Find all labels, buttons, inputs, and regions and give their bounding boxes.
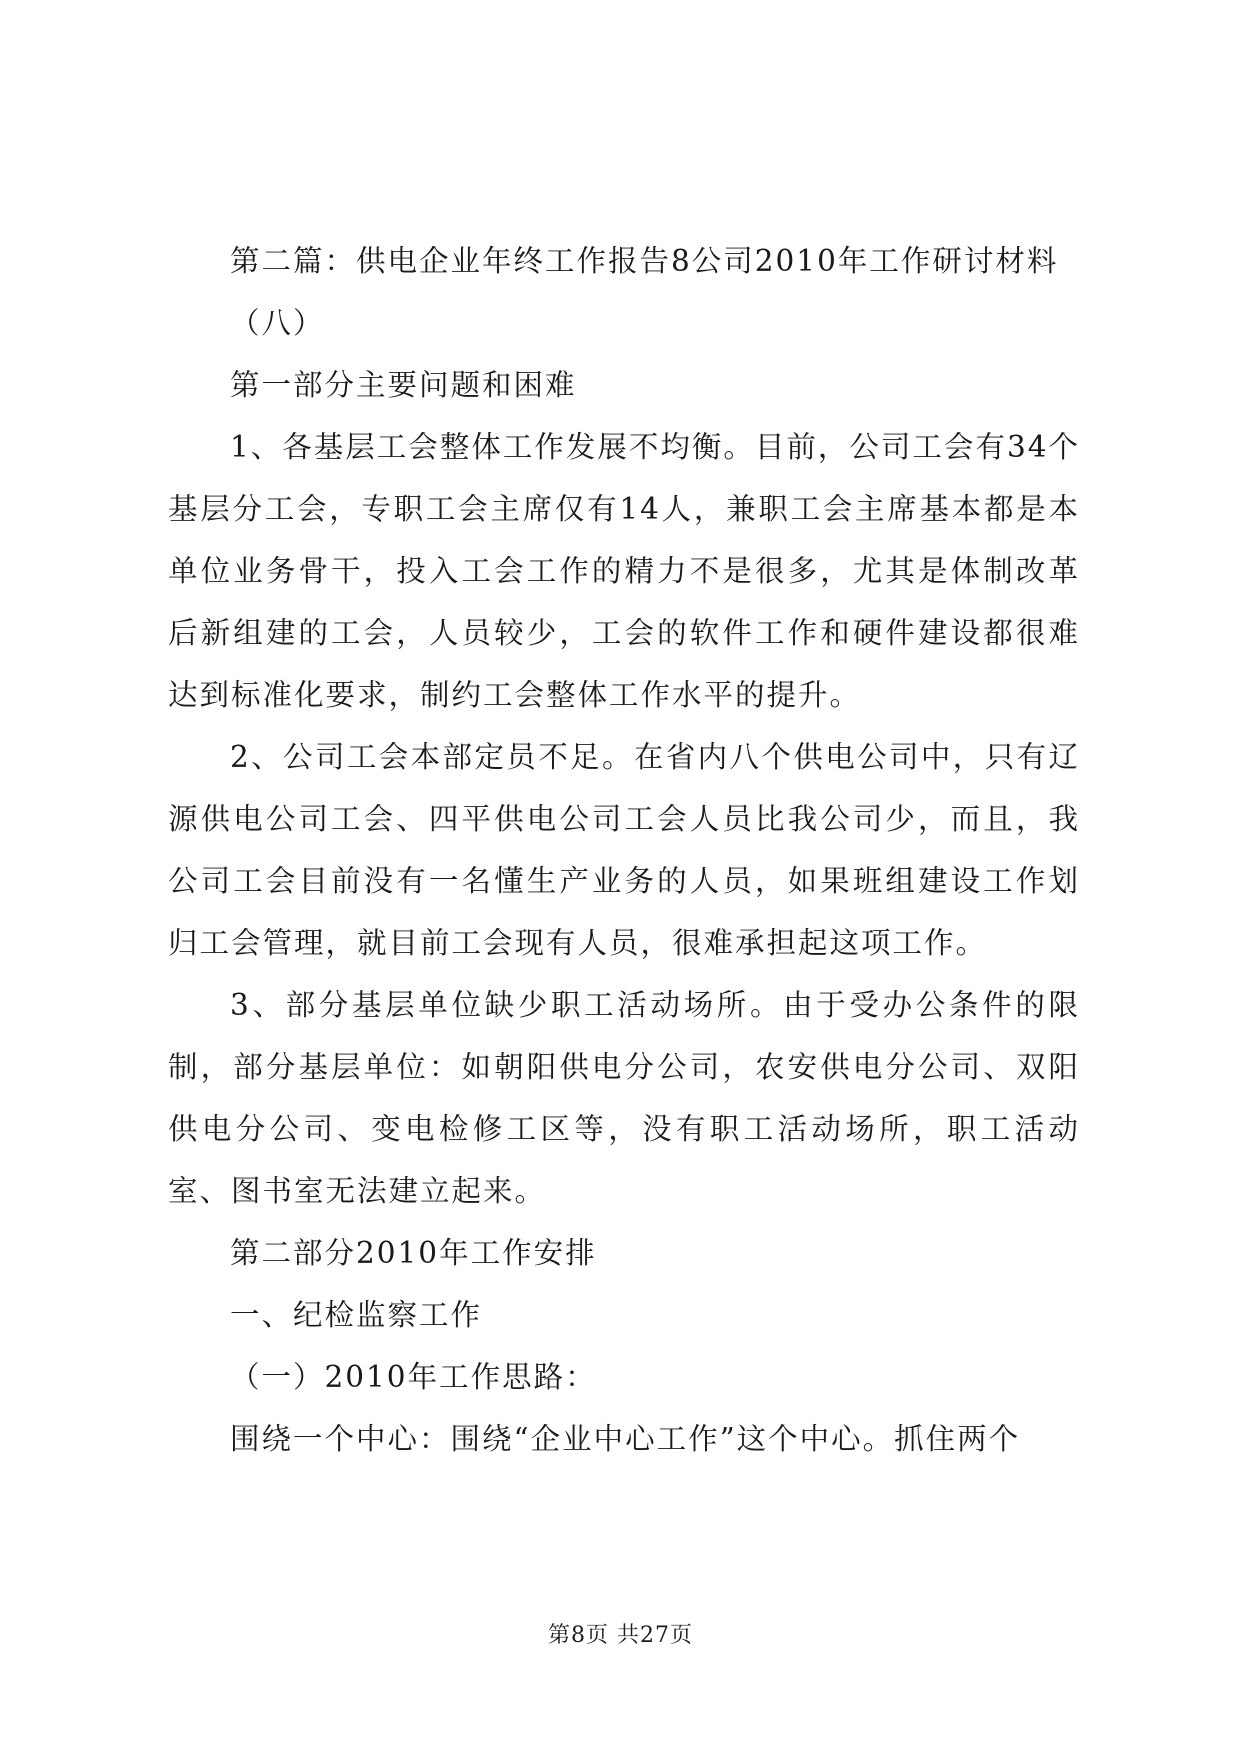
part-heading-2: 第二部分2010年工作安排 [230, 1236, 597, 1270]
paragraph-issue-3: 3、部分基层单位缺少职工活动场所。由于受办公条件的限制，部分基层单位：如朝阳供电分公司，农安供电分公司、双阳供电分公司、变电检修工区等，没有职工活动场所，职工活动室、图书室无法建立起来。 [168, 988, 1080, 1208]
paragraph-issue-1: 1、各基层工会整体工作发展不均衡。目前，公司工会有34个基层分工会，专职工会主席仅有14人，兼职工会主席基本都是本单位业务骨干，投入工会工作的精力不是很多，尤其是体制改革后新组建的工会，人员较少，工会的软件工作和硬件建设都很难达到标准化要求，制约工会整体工作水平的提升。 [168, 430, 1080, 712]
part-heading: 第一部分主要问题和困难 [230, 368, 577, 402]
document-body [168, 230, 1080, 1470]
section-title: 第二篇：供电企业年终工作报告8公司2010年工作研讨材料 [230, 244, 1059, 278]
subsection-heading: 一、纪检监察工作 [230, 1298, 483, 1332]
section-number: （八） [230, 306, 325, 340]
paragraph-work-idea: 围绕一个中心：围绕“企业中心工作”这个中心。抓住两个 [230, 1422, 1021, 1456]
page-footer: 第8页 共27页 [548, 1623, 693, 1648]
sub-subsection-heading: （一）2010年工作思路： [230, 1360, 597, 1394]
paragraph-issue-2: 2、公司工会本部定员不足。在省内八个供电公司中，只有辽源供电公司工会、四平供电公司工会人员比我公司少，而且，我公司工会目前没有一名懂生产业务的人员，如果班组建设工作划归工会管理，就目前工会现有人员，很难承担起这项工作。 [168, 740, 1080, 960]
